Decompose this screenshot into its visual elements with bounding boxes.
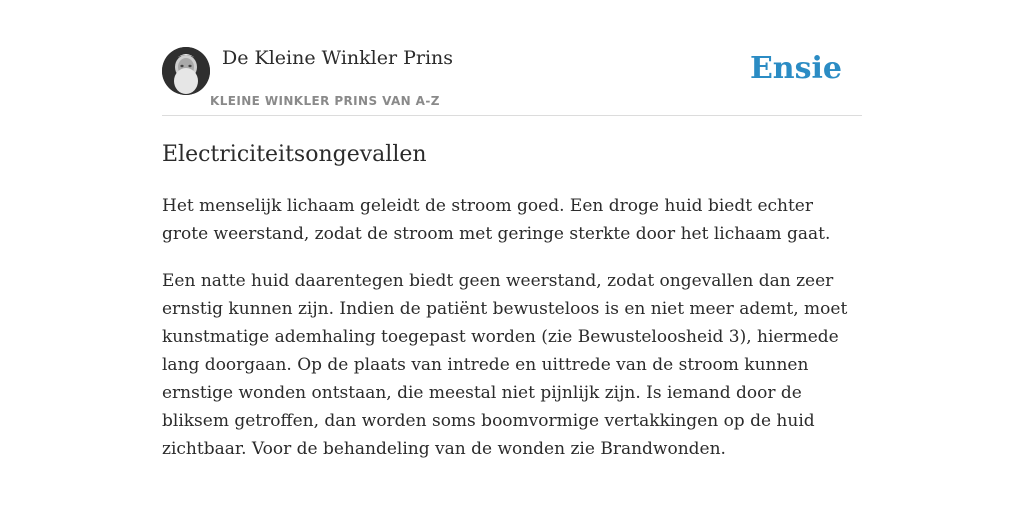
article-paragraph: Het menselijk lichaam geleidt de stroom goed. Een droge huid biedt echter grote weerstand, zodat de stroom met geringe sterkte door het lichaam gaat. — [162, 196, 831, 244]
brand-logo-link[interactable]: Ensie — [749, 51, 842, 86]
bearded-portrait-icon — [162, 47, 210, 95]
article-card — [162, 45, 862, 463]
source-title[interactable]: De Kleine Winkler Prins — [222, 47, 454, 69]
author-avatar[interactable] — [162, 47, 210, 95]
article-title: Electriciteitsongevallen — [162, 142, 427, 167]
article-paragraph: Een natte huid daarentegen biedt geen weerstand, zodat ongevallen dan zeer ernstig kunnen zijn. Indien de patiënt bewusteloos is en niet meer ademt, moet kunstmatige ademhaling toegepast worden (zie Bewusteloosheid 3), hiermede lang doorgaan. Op de plaats van intrede en uittrede van de stroom kunnen ernstige wonden ontstaan, die meestal niet pijnlijk zijn. Is iemand door de bliksem getroffen, dan worden soms boomvormige vertakkingen op de huid zichtbaar. Voor de behandeling van de wonden zie Brandwonden. — [162, 271, 848, 459]
source-header — [162, 45, 862, 116]
source-subtitle[interactable]: KLEINE WINKLER PRINS VAN A-Z — [210, 94, 440, 108]
